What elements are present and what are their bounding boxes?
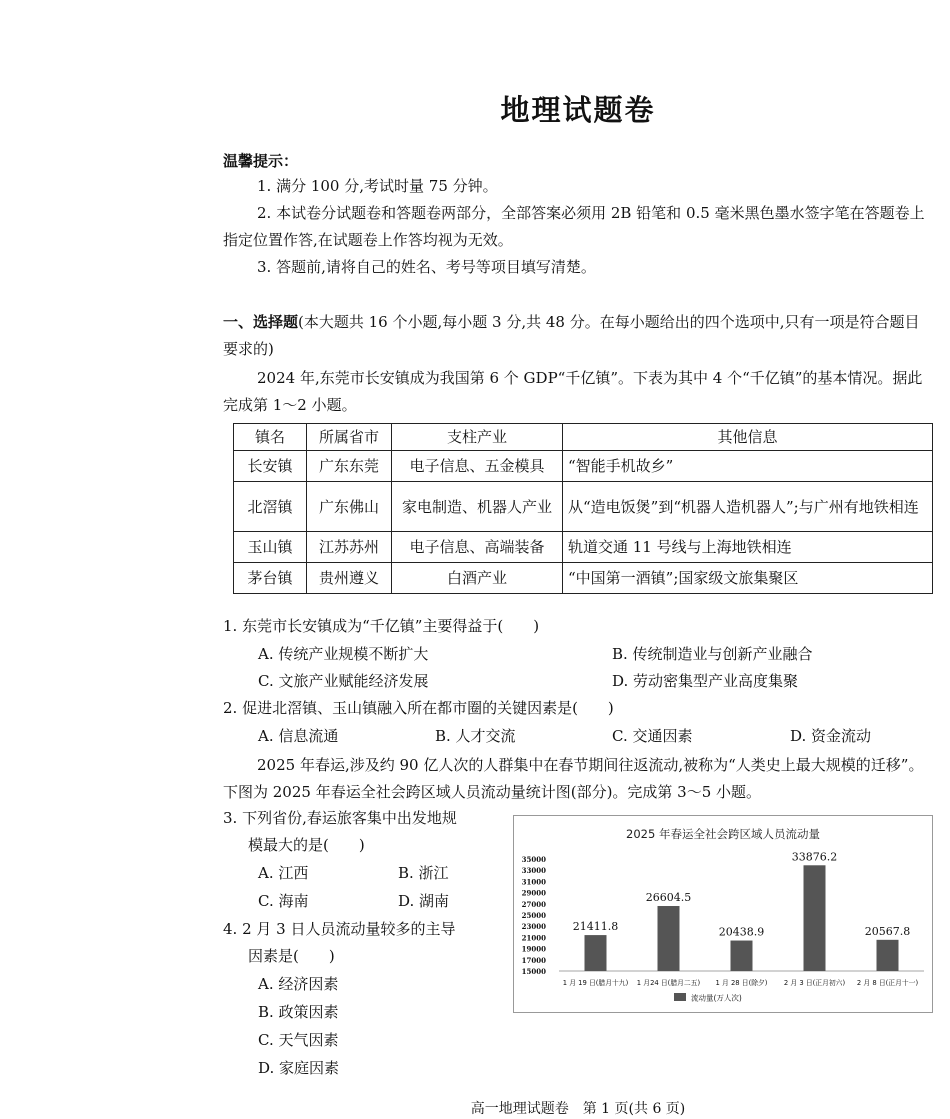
q4-option-c: C. 天气因素 [258,1031,339,1049]
table-cell: 广东东莞 [307,451,392,482]
table-cell: 北滘镇 [234,482,307,532]
table-cell: 从“造电饭煲”到“机器人造机器人”;与广州有地铁相连 [563,482,933,532]
q3-stem-cont: 模最大的是( ) [248,836,365,854]
y-tick-label: 33000 [521,866,546,876]
passage-1: 2024 年,东莞市长安镇成为我国第 6 个 GDP“千亿镇”。下表为其中 4 个“千亿镇”的基本情况。据此完成第 1～2 小题。 [223,369,923,414]
y-tick-label: 15000 [521,967,546,976]
x-tick-label: 1 月 28 日(除夕) [715,979,768,987]
q1-option-b: B. 传统制造业与创新产业融合 [612,645,813,663]
table-header-row [234,424,933,451]
q3-option-b: B. 浙江 [398,864,449,882]
q1-option-c: C. 文旅产业赋能经济发展 [258,672,429,690]
q4-stem: 4. 2 月 3 日人员流动量较多的主导 [223,920,456,938]
q2-stem: 2. 促进北滘镇、玉山镇融入所在都市圈的关键因素是( ) [223,699,614,717]
q2-option-d: D. 资金流动 [790,727,872,745]
table-header: 所属省市 [307,424,392,451]
notice-item-1: 1. 满分 100 分,考试时量 75 分钟。 [257,177,498,195]
x-tick-label: 1 月24 日(腊月二五) [636,979,701,987]
table-cell: 家电制造、机器人产业 [392,482,563,532]
y-tick-label: 29000 [521,888,546,898]
section-1-intro [223,309,932,363]
q1-stem: 1. 东莞市长安镇成为“千亿镇”主要得益于( ) [223,617,540,635]
y-tick-label: 27000 [521,899,546,909]
town-table [233,423,933,594]
page-footer: 高一地理试题卷 第 1 页(共 6 页) [470,1101,686,1117]
flow-bar-chart [514,816,932,1012]
table-cell: 白酒产业 [392,563,563,594]
chart-title: 2025 年春运全社会跨区域人员流动量 [626,827,820,841]
data-label: 21411.8 [572,920,619,934]
table-cell: “中国第一酒镇”;国家级文旅集聚区 [563,563,933,594]
bar [877,940,899,971]
section-1-heading: 一、选择题 [223,313,299,331]
table-cell: 电子信息、五金模具 [392,451,563,482]
table-cell: 轨道交通 11 号线与上海地铁相连 [563,532,933,563]
table-cell: 茅台镇 [234,563,307,594]
table-cell: 广东佛山 [307,482,392,532]
legend-swatch [674,993,686,1001]
q3-option-d: D. 湖南 [398,892,450,910]
table-header: 镇名 [234,424,307,451]
table-cell: “智能手机故乡” [563,451,933,482]
page-title: 地理试题卷 [500,93,656,127]
x-tick-label: 1 月 19 日(腊月十九) [562,979,629,987]
table-cell: 江苏苏州 [307,532,392,563]
bar [658,906,680,971]
data-label: 20438.9 [718,925,765,939]
y-tick-label: 25000 [521,911,546,920]
notice-heading: 温馨提示： [223,152,299,170]
q3-option-a: A. 江西 [258,864,309,882]
table-row [234,451,933,482]
y-tick-label: 35000 [521,855,546,864]
table-header: 其他信息 [563,424,933,451]
q1-option-a: A. 传统产业规模不断扩大 [258,645,429,663]
q4-option-b: B. 政策因素 [258,1003,339,1021]
table-row [234,563,933,594]
table-row [234,532,933,563]
q2-option-b: B. 人才交流 [435,727,516,745]
q3-option-c: C. 海南 [258,892,309,910]
chart-frame [513,815,933,1013]
y-tick-label: 21000 [521,933,546,943]
bar [731,941,753,971]
table-row [234,482,933,532]
data-label: 33876.2 [791,850,838,864]
table-cell: 长安镇 [234,451,307,482]
notice-item-2: 2. 本试卷分试题卷和答题卷两部分，全部答案必须用 2B 铅笔和 0.5 毫米黑色墨水签字笔在答题卷上指定位置作答,在试题卷上作答均视为无效。 [223,204,925,249]
y-tick-label: 23000 [521,922,546,932]
y-tick-label: 19000 [521,944,546,954]
data-label: 26604.5 [645,891,692,905]
table-header: 支柱产业 [392,424,563,451]
bar [804,865,826,971]
table-cell: 贵州遵义 [307,563,392,594]
x-tick-label: 2 月 3 日(正月初六) [783,979,846,987]
section-1-desc: (本大题共 16 个小题,每小题 3 分,共 48 分。在每小题给出的四个选项中,只有一项是符合题目要求的) [223,313,920,358]
q2-option-c: C. 交通因素 [612,727,693,745]
table-cell: 玉山镇 [234,532,307,563]
notice-item-3: 3. 答题前,请将自己的姓名、考号等项目填写清楚。 [257,258,596,276]
y-tick-label: 31000 [521,877,546,887]
data-label: 20567.8 [864,924,911,938]
y-tick-label: 17000 [521,955,546,965]
q3-stem: 3. 下列省份,春运旅客集中出发地规 [223,809,457,827]
x-tick-label: 2 月 8 日(正月十一) [856,979,919,987]
bar [585,935,607,971]
passage-2: 2025 年春运,涉及约 90 亿人次的人群集中在春节期间往返流动,被称为“人类史上最大规模的迁移”。下图为 2025 年春运全社会跨区域人员流动量统计图(部分)。完成第 3～5 小题。 [223,756,924,801]
q2-option-a: A. 信息流通 [258,727,339,745]
q4-option-d: D. 家庭因素 [258,1059,340,1077]
table-cell: 电子信息、高端装备 [392,532,563,563]
legend-label: 流动量(万人次) [691,993,742,1003]
q4-stem-cont: 因素是( ) [248,947,335,965]
q4-option-a: A. 经济因素 [258,975,339,993]
q1-option-d: D. 劳动密集型产业高度集聚 [612,672,799,690]
